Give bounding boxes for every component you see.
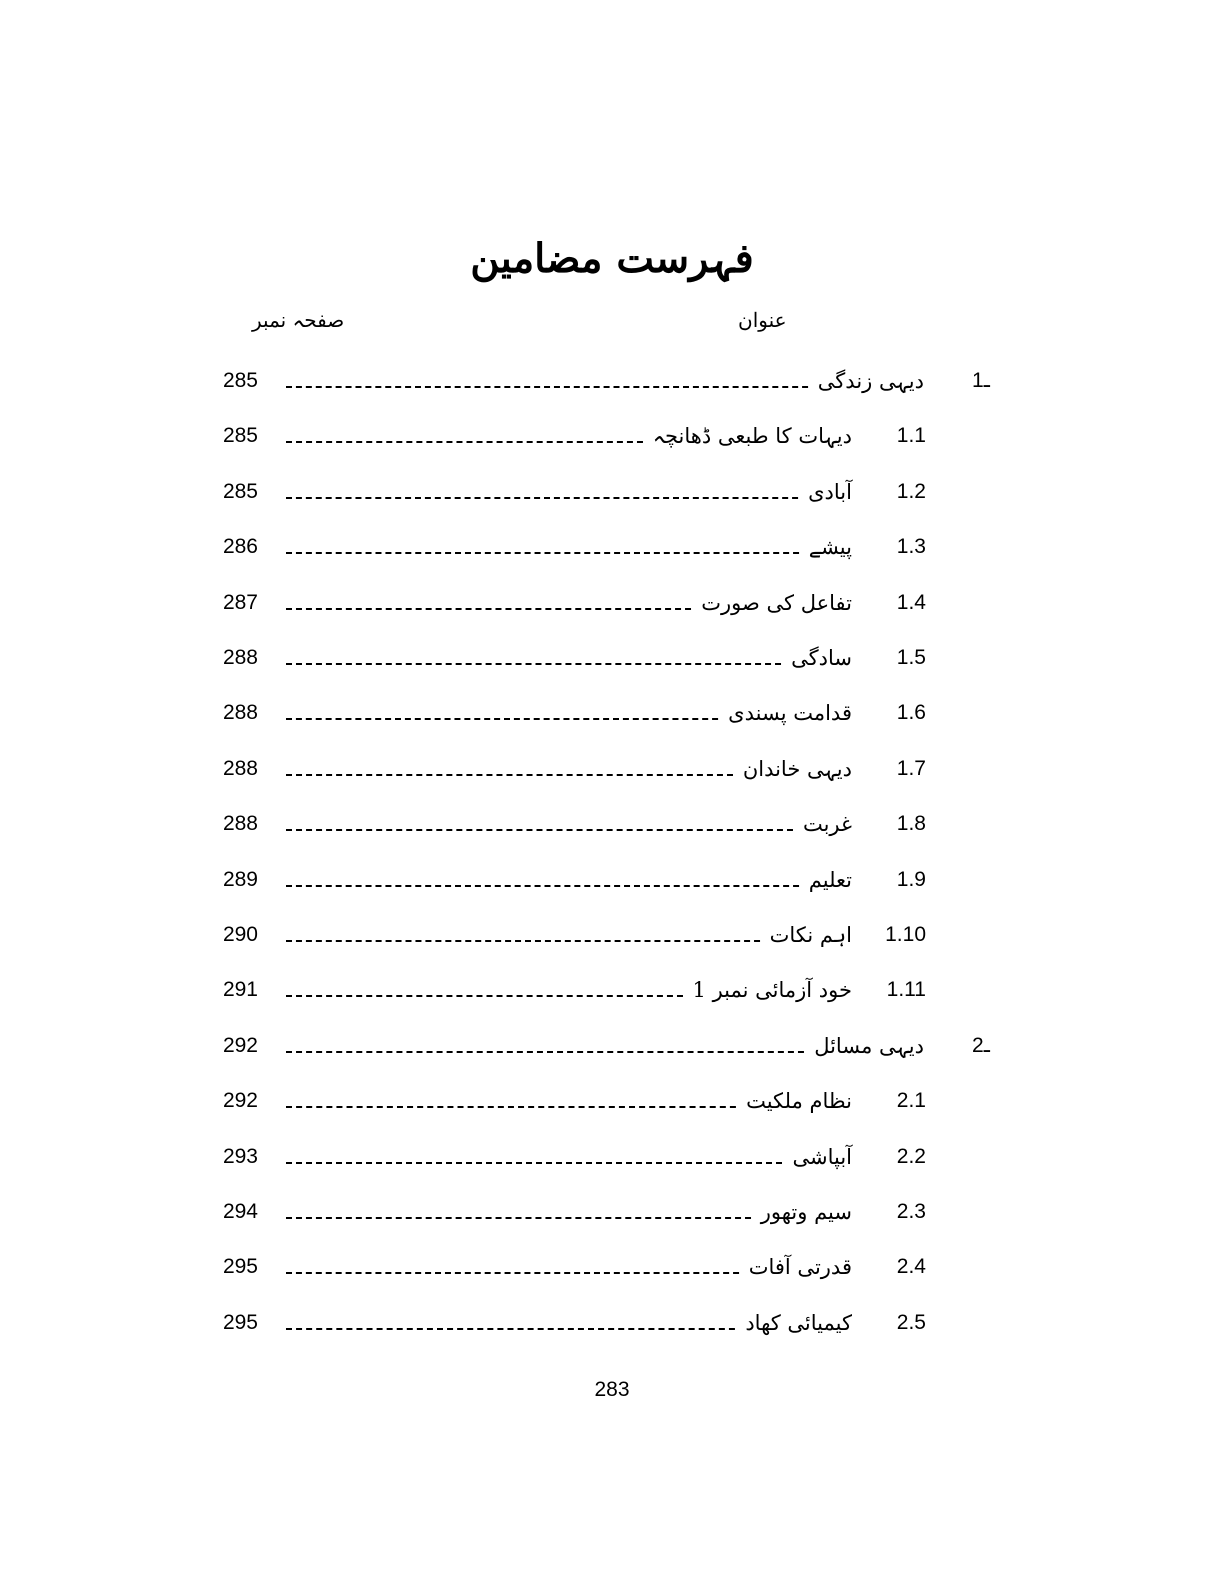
toc-page-number: 288: [222, 757, 258, 780]
toc-entry-number: 1.5: [896, 646, 926, 669]
page-title: فہرست مضامین: [470, 235, 754, 282]
toc-entry-title: قدامت پسندی: [722, 693, 852, 733]
toc-row[interactable]: [0, 1247, 1224, 1287]
toc-row[interactable]: [0, 1137, 1224, 1177]
toc-entry-title: تفاعل کی صورت: [695, 583, 852, 623]
toc-leader-dashes: [286, 441, 653, 443]
toc-page-number: 290: [222, 923, 258, 946]
toc-leader-dashes: [286, 1106, 746, 1108]
toc-leader-dashes: [286, 995, 693, 997]
toc-entry-title: سادگی: [785, 638, 852, 678]
toc-leader-dashes: [286, 940, 770, 942]
toc-row[interactable]: [0, 749, 1224, 789]
toc-page-number: 289: [222, 868, 258, 891]
toc-leader-dashes: [286, 386, 818, 388]
toc-leader-dashes: [286, 1272, 749, 1274]
toc-entry-title: قدرتی آفات: [743, 1247, 852, 1287]
toc-row[interactable]: [0, 472, 1224, 512]
toc-entry-title: آبپاشی: [786, 1137, 852, 1177]
toc-page-number: 285: [222, 424, 258, 447]
toc-row[interactable]: [0, 693, 1224, 733]
toc-row[interactable]: [0, 638, 1224, 678]
toc-page-number: 287: [222, 591, 258, 614]
toc-leader-dashes: [286, 885, 809, 887]
toc-leader-dashes: [286, 1051, 814, 1053]
toc-page-number: 288: [222, 646, 258, 669]
toc-entry-title: آبادی: [802, 472, 852, 512]
toc-entry-title: پیشے: [803, 527, 852, 567]
toc-entry-number: 2ـ: [972, 1034, 990, 1057]
toc-row[interactable]: [0, 527, 1224, 567]
toc-page-number: 292: [222, 1089, 258, 1112]
toc-page-number: 288: [222, 812, 258, 835]
column-header-page-number: صفحہ نمبر: [252, 308, 345, 332]
toc-page-number: 293: [222, 1145, 258, 1168]
toc-leader-dashes: [286, 663, 791, 665]
toc-entry-number: 1.6: [896, 701, 926, 724]
toc-leader-dashes: [286, 1328, 745, 1330]
toc-entry-number: 2.2: [896, 1145, 926, 1168]
toc-entry-title: دیہی زندگی: [812, 361, 924, 401]
toc-entry-number: 1ـ: [972, 369, 990, 392]
toc-leader-dashes: [286, 497, 808, 499]
toc-entry-number: 1.8: [896, 812, 926, 835]
toc-leader-dashes: [286, 774, 743, 776]
toc-page-number: 295: [222, 1255, 258, 1278]
toc-entry-title: دیہات کا طبعی ڈھانچہ: [647, 416, 852, 456]
toc-page-number: 291: [222, 978, 258, 1001]
toc-entry-number: 1.9: [896, 868, 926, 891]
toc-entry-number: 2.4: [896, 1255, 926, 1278]
toc-entry-title: دیہی مسائل: [808, 1026, 924, 1066]
toc-leader-dashes: [286, 718, 728, 720]
toc-leader-dashes: [286, 1217, 761, 1219]
toc-entry-number: 2.5: [896, 1311, 926, 1334]
toc-page-number: 292: [222, 1034, 258, 1057]
toc-entry-title: خود آزمائی نمبر 1: [687, 970, 852, 1010]
toc-leader-dashes: [286, 608, 701, 610]
toc-row[interactable]: [0, 970, 1224, 1010]
toc-row[interactable]: [0, 1081, 1224, 1121]
toc-entry-title: کیمیائی کھاد: [739, 1303, 852, 1343]
toc-entry-title: سیم وتھور: [755, 1192, 852, 1232]
toc-row[interactable]: [0, 1303, 1224, 1343]
toc-leader-dashes: [286, 1162, 792, 1164]
toc-leader-dashes: [286, 829, 803, 831]
toc-entry-number: 1.4: [896, 591, 926, 614]
toc-entry-number: 1.3: [896, 535, 926, 558]
toc-page-number: 294: [222, 1200, 258, 1223]
toc-page-number: 286: [222, 535, 258, 558]
toc-page-number: 288: [222, 701, 258, 724]
toc-entry-number: 1.10: [885, 923, 926, 946]
toc-row[interactable]: [0, 583, 1224, 623]
toc-leader-dashes: [286, 552, 809, 554]
toc-page-number: 295: [222, 1311, 258, 1334]
toc-row[interactable]: [0, 361, 1224, 401]
column-header-title: عنوان: [738, 308, 787, 332]
toc-entry-title: نظام ملکیت: [740, 1081, 852, 1121]
toc-row[interactable]: [0, 860, 1224, 900]
toc-entry-number: 1.7: [896, 757, 926, 780]
toc-page-number: 285: [222, 369, 258, 392]
toc-row[interactable]: [0, 804, 1224, 844]
toc-entry-title: اہم نکات: [764, 915, 852, 955]
toc-row[interactable]: [0, 1192, 1224, 1232]
toc-entry-number: 1.2: [896, 480, 926, 503]
toc-entry-title: دیہی خاندان: [737, 749, 852, 789]
page-number: 283: [594, 1378, 630, 1401]
toc-row[interactable]: [0, 416, 1224, 456]
toc-entry-number: 2.1: [896, 1089, 926, 1112]
toc-entry-number: 1.11: [886, 978, 926, 1001]
toc-page-number: 285: [222, 480, 258, 503]
toc-entry-title: تعلیم: [803, 860, 852, 900]
toc-entry-title: غربت: [797, 804, 852, 844]
toc-entry-number: 1.1: [896, 424, 926, 447]
toc-row[interactable]: [0, 915, 1224, 955]
toc-entry-number: 2.3: [896, 1200, 926, 1223]
toc-row[interactable]: [0, 1026, 1224, 1066]
